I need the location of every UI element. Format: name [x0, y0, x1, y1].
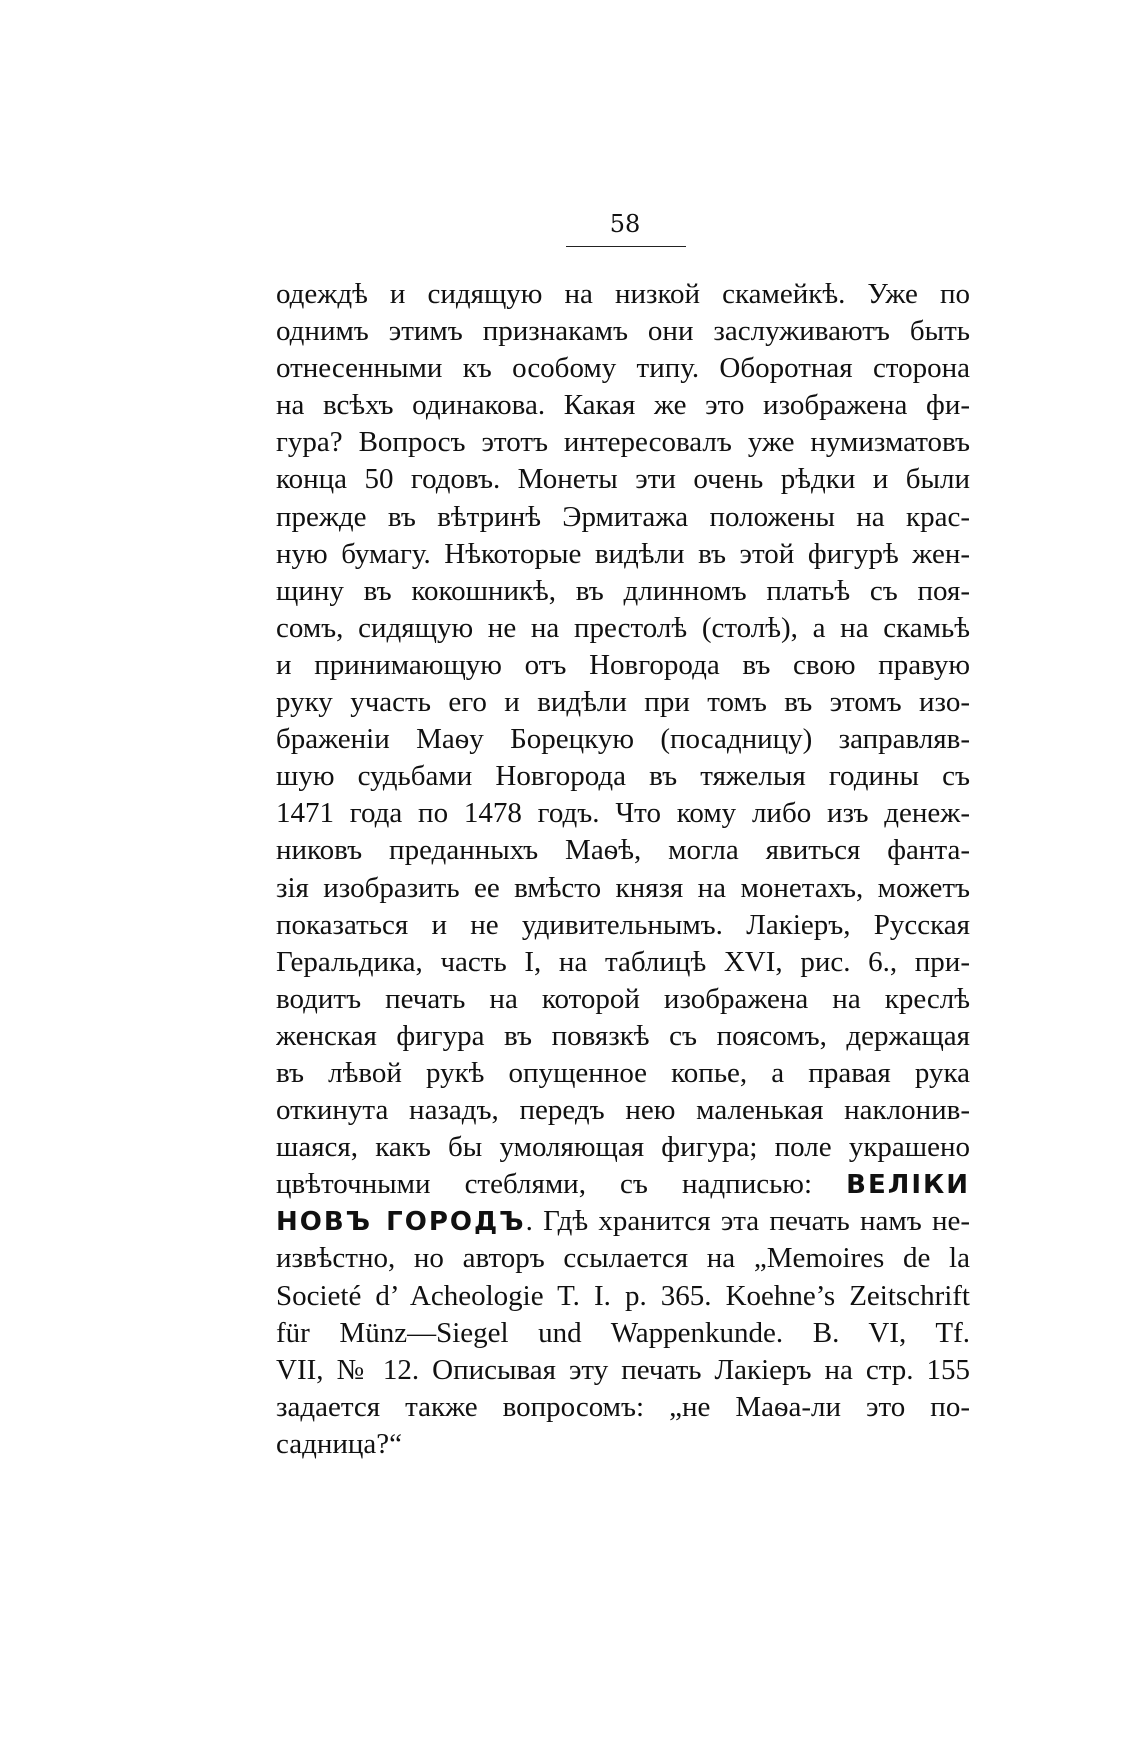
text-line: конца 50 годовъ. Монеты эти очень рѣдки и были — [276, 463, 970, 496]
text-line: НОВЪ ГОРОДЪ. Гдѣ хранится эта печать намъ не- — [276, 1205, 970, 1238]
page-number: 58 — [609, 210, 641, 238]
text-line: зія изобразить ее вмѣсто князя на монетахъ, можетъ — [276, 871, 970, 904]
text-line: женская фигура въ повязкѣ съ поясомъ, держащая — [276, 1019, 970, 1052]
text-line: шую судьбами Новгорода въ тяжелыя годины съ — [276, 760, 970, 793]
text-line: садница?“ — [276, 1427, 403, 1460]
text-line: Геральдика, часть I, на таблицѣ XVI, рис. 6., при- — [276, 945, 970, 978]
text-line: 1471 года по 1478 годъ. Что кому либо изъ денеж- — [276, 797, 970, 830]
text-line: цвѣточными стеблями, съ надписью: ВЕЛІКИ — [276, 1168, 970, 1201]
text-line: въ лѣвой рукѣ опущенное копье, а правая рука — [276, 1056, 970, 1089]
text-line: извѣстно, но авторъ ссылается на „Memoires de la — [276, 1242, 970, 1275]
text-line: браженіи Маѳу Борецкую (посадницу) заправляв- — [276, 723, 970, 756]
text-line: задается также вопросомъ: „не Маѳа-ли это по- — [276, 1390, 970, 1423]
text-line: гура? Вопросъ этотъ интересовалъ уже нумизматовъ — [276, 426, 970, 459]
text-line: für Münz—Siegel und Wappenkunde. B. VI, Tf. — [276, 1316, 970, 1349]
text-line: водитъ печать на которой изображена на креслѣ — [276, 982, 970, 1015]
text-line: никовъ преданныхъ Маѳѣ, могла явиться фанта- — [276, 834, 970, 867]
text-line: ную бумагу. Нѣкоторые видѣли въ этой фигурѣ жен- — [276, 537, 970, 570]
text-line: руку участь его и видѣли при томъ въ этомъ изо- — [276, 686, 970, 719]
text-line: щину въ кокошникѣ, въ длинномъ платьѣ съ поя- — [276, 574, 970, 607]
text-line: и принимающую отъ Новгорода въ свою правую — [276, 648, 970, 681]
text-line: прежде въ вѣтринѣ Эрмитажа положены на крас- — [276, 500, 970, 533]
text-line: отнесенными къ особому типу. Оборотная сторона — [276, 352, 970, 385]
text-line: шаяся, какъ бы умоляющая фигура; поле украшено — [276, 1131, 970, 1164]
text-line: показаться и не удивительнымъ. Лакіеръ, Русская — [276, 908, 970, 941]
text-line: однимъ этимъ признакамъ они заслуживаютъ быть — [276, 315, 970, 348]
text-line: Societé d’ Acheologie T. I. p. 365. Koehne’s Zeitschrift — [276, 1279, 970, 1312]
text-line: VII, № 12. Описывая эту печать Лакіеръ на стр. 155 — [276, 1353, 970, 1386]
text-line: откинута назадъ, передъ нею маленькая наклонив- — [276, 1094, 970, 1127]
text-line: одеждѣ и сидящую на низкой скамейкѣ. Уже по — [276, 278, 970, 310]
text-line: сомъ, сидящую не на престолѣ (столѣ), а на скамьѣ — [276, 611, 970, 644]
page-number-rule — [566, 246, 686, 247]
inscription-bold: ВЕЛІКИ — [846, 1170, 970, 1201]
body-paragraph — [276, 276, 970, 1463]
inscription-bold: НОВЪ ГОРОДЪ — [276, 1207, 526, 1238]
text-line: на всѣхъ одинакова. Какая же это изображена фи- — [276, 389, 970, 422]
